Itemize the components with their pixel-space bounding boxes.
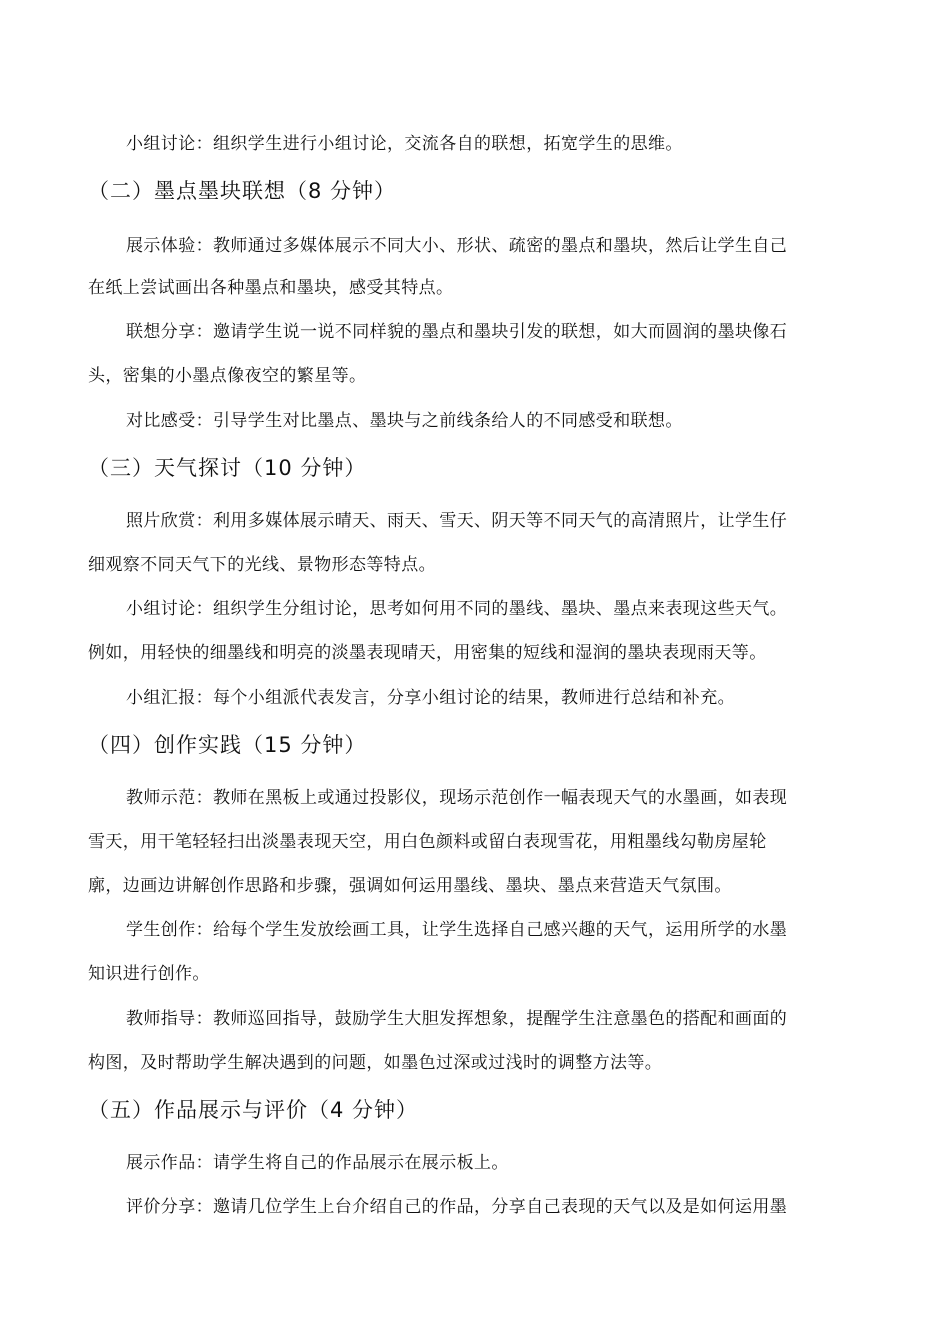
section-heading-3: （三）天气探讨（10 分钟） xyxy=(88,456,367,480)
paragraph-line: 评价分享：邀请几位学生上台介绍自己的作品，分享自己表现的天气以及是如何运用墨 xyxy=(126,1197,788,1217)
paragraph-line: 教师示范：教师在黑板上或通过投影仪，现场示范创作一幅表现天气的水墨画，如表现 xyxy=(126,788,788,808)
paragraph-line: 在纸上尝试画出各种墨点和墨块，感受其特点。 xyxy=(88,278,454,298)
paragraph-line: 知识进行创作。 xyxy=(88,964,210,984)
paragraph-line: 细观察不同天气下的光线、景物形态等特点。 xyxy=(88,555,436,575)
paragraph-line: 学生创作：给每个学生发放绘画工具，让学生选择自己感兴趣的天气，运用所学的水墨 xyxy=(126,920,788,940)
paragraph-line: 展示作品：请学生将自己的作品展示在展示板上。 xyxy=(126,1153,509,1173)
paragraph-line: 对比感受：引导学生对比墨点、墨块与之前线条给人的不同感受和联想。 xyxy=(126,411,683,431)
paragraph-line: 头，密集的小墨点像夜空的繁星等。 xyxy=(88,366,367,386)
paragraph-line: 雪天，用干笔轻轻扫出淡墨表现天空，用白色颜料或留白表现雪花，用粗墨线勾勒房屋轮 xyxy=(88,832,767,852)
paragraph-line: 小组汇报：每个小组派代表发言，分享小组讨论的结果，教师进行总结和补充。 xyxy=(126,688,735,708)
paragraph-line: 教师指导：教师巡回指导，鼓励学生大胆发挥想象，提醒学生注意墨色的搭配和画面的 xyxy=(126,1009,788,1029)
section-heading-2: （二）墨点墨块联想（8 分钟） xyxy=(88,179,397,203)
paragraph-line: 小组讨论：组织学生分组讨论，思考如何用不同的墨线、墨块、墨点来表现这些天气。 xyxy=(126,599,788,619)
paragraph-line: 小组讨论：组织学生进行小组讨论，交流各自的联想，拓宽学生的思维。 xyxy=(126,134,683,154)
paragraph-line: 照片欣赏：利用多媒体展示晴天、雨天、雪天、阴天等不同天气的高清照片，让学生仔 xyxy=(126,511,788,531)
paragraph-line: 廓，边画边讲解创作思路和步骤，强调如何运用墨线、墨块、墨点来营造天气氛围。 xyxy=(88,876,732,896)
paragraph-line: 联想分享：邀请学生说一说不同样貌的墨点和墨块引发的联想，如大而圆润的墨块像石 xyxy=(126,322,788,342)
paragraph-line: 构图，及时帮助学生解决遇到的问题，如墨色过深或过浅时的调整方法等。 xyxy=(88,1053,663,1073)
paragraph-line: 展示体验：教师通过多媒体展示不同大小、形状、疏密的墨点和墨块，然后让学生自己 xyxy=(126,236,788,256)
section-heading-5: （五）作品展示与评价（4 分钟） xyxy=(88,1098,419,1122)
section-heading-4: （四）创作实践（15 分钟） xyxy=(88,733,367,757)
paragraph-line: 例如，用轻快的细墨线和明亮的淡墨表现晴天，用密集的短线和湿润的墨块表现雨天等。 xyxy=(88,643,767,663)
